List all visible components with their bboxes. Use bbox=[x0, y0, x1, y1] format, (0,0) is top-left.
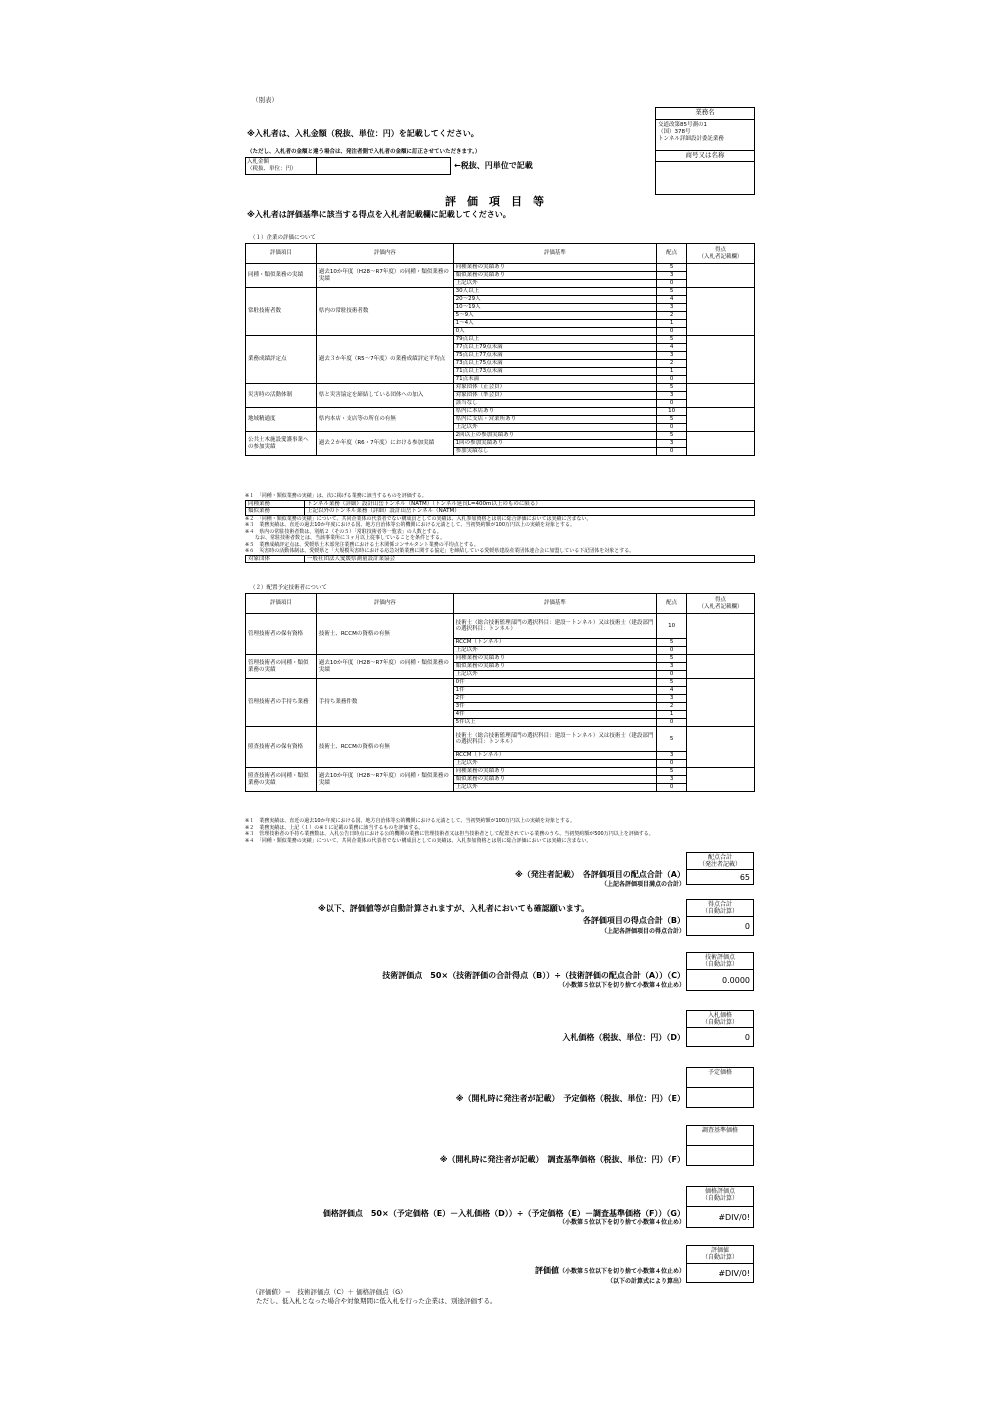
eval-item: 同種・類似業務の実績 bbox=[246, 264, 317, 288]
eval-criteria: 同種業務の実績あり bbox=[453, 768, 657, 776]
table-row bbox=[246, 408, 755, 416]
eval-points: 5 bbox=[657, 336, 687, 344]
summary-sub-g: （小数第５位以下を切り捨て小数第４位止め） bbox=[558, 1219, 685, 1226]
summary-value-g: #DIV/0! bbox=[686, 1206, 754, 1228]
bid-arrow-note: ←税抜、円単位で記載 bbox=[454, 161, 533, 170]
eval-points: 5 bbox=[657, 432, 687, 440]
definition-row bbox=[246, 500, 755, 508]
section2-heading: （２）配置予定技術者について bbox=[250, 585, 327, 591]
eval-points: 5 bbox=[657, 655, 687, 663]
definition-row bbox=[246, 508, 755, 516]
eval-points: 3 bbox=[657, 695, 687, 703]
project-name-line1: 交道改第85号測の1 bbox=[658, 122, 707, 128]
eval-points: 5 bbox=[657, 416, 687, 424]
bid-instruction: ※入札者は、入札金額（税抜、単位：円）を記載してください。 bbox=[247, 129, 479, 138]
summary-box-label-e: 予定価格 bbox=[686, 1067, 754, 1087]
eval-item: 管理技術者の手持ち業務 bbox=[246, 679, 317, 727]
target-org-value: 一般社団法人愛媛県測量設計業協会 bbox=[305, 555, 755, 563]
eval-points: 1 bbox=[657, 711, 687, 719]
engineer-eval-table bbox=[245, 593, 755, 792]
eval-points: 0 bbox=[657, 647, 687, 655]
company-name-field[interactable] bbox=[656, 162, 754, 192]
eval-points: 3 bbox=[657, 440, 687, 448]
bid-diff-note: （ただし、入札者の金額と違う場合は、発注者側で入札者の金額に訂正させていただきます。） bbox=[247, 149, 481, 155]
eval-points: 0 bbox=[657, 671, 687, 679]
table-row bbox=[246, 336, 755, 344]
eval-points: 0 bbox=[657, 760, 687, 768]
eval-points: 3 bbox=[657, 304, 687, 312]
bid-amount-input[interactable] bbox=[316, 158, 452, 174]
table-header bbox=[246, 244, 755, 264]
formula-line: （評価値）＝ 技術評価点（C）＋ 価格評価点（G） bbox=[252, 1288, 407, 1296]
eval-criteria: 該当なし bbox=[453, 400, 657, 408]
col-content: 評価内容 bbox=[316, 244, 453, 264]
col-points: 配点 bbox=[657, 594, 687, 614]
eval-points: 0 bbox=[657, 280, 687, 288]
eval-points: 4 bbox=[657, 687, 687, 695]
table-row bbox=[246, 264, 755, 272]
eval-points: 3 bbox=[657, 663, 687, 671]
target-org-label: 対象団体 bbox=[246, 555, 305, 563]
table-row bbox=[246, 679, 755, 687]
eval-points: 0 bbox=[657, 424, 687, 432]
eval-points: 0 bbox=[657, 376, 687, 384]
eval-points: 5 bbox=[657, 264, 687, 272]
definition-table bbox=[245, 500, 755, 516]
eval-criteria: RCCM（トンネル） bbox=[453, 639, 657, 647]
eval-criteria: 0人 bbox=[453, 328, 657, 336]
eval-content: 過去10か年度（H28～R7年度）の同種・類似業務の実績 bbox=[316, 264, 453, 288]
definition-value: トンネル業務（詳細）設計山岳トンネル（NATM）（トンネル延長L=400m以上のものに限る） bbox=[305, 500, 755, 508]
eval-criteria: 5件以上 bbox=[453, 719, 657, 727]
formula-note: ただし、低入札となった場合や対象期間に低入札を行った企業は、別途評価する。 bbox=[256, 1297, 497, 1305]
bid-amount-row bbox=[245, 157, 451, 175]
eval-content: 県と災害協定を締結している団体への加入 bbox=[316, 384, 453, 408]
eval-criteria: 10～19人 bbox=[453, 304, 657, 312]
table-row bbox=[246, 614, 755, 639]
summary-box-label-g: 価格評価点 （自動計算） bbox=[686, 1186, 754, 1206]
eval-criteria: 上記以外 bbox=[453, 760, 657, 768]
eval-criteria: 3件 bbox=[453, 703, 657, 711]
eval-points: 10 bbox=[657, 614, 687, 639]
table-row bbox=[246, 288, 755, 296]
score-input[interactable] bbox=[687, 655, 755, 679]
score-input[interactable] bbox=[687, 679, 755, 727]
summary-text-c: 技術評価点 50×（技術評価の合計得点（B））÷（技術評価の配点合計（A））（C） bbox=[382, 971, 685, 980]
eval-criteria: 対象団体（正会員） bbox=[453, 384, 657, 392]
summary-value-h: #DIV/0! bbox=[686, 1263, 754, 1283]
table-row bbox=[246, 655, 755, 663]
eval-points: 3 bbox=[657, 752, 687, 760]
page-title: 評 価 項 目 等 bbox=[445, 195, 544, 208]
summary-sub-c: （小数第５位以下を切り捨て小数第４位止め） bbox=[558, 982, 685, 989]
note-line: ※４ 「同種・類似業務の実績」について、共同企業体の代表者でない構成員としての実績は、入札参加資格とは別に総合評価においては実績に含まない。 bbox=[245, 837, 592, 844]
eval-criteria: 対象団体（準会員） bbox=[453, 392, 657, 400]
eval-points: 3 bbox=[657, 272, 687, 280]
attachment-label: （別表） bbox=[252, 96, 278, 104]
summary-box-label-b: 得点合計 （自動計算） bbox=[686, 899, 754, 916]
eval-points: 2 bbox=[657, 703, 687, 711]
eval-points: 3 bbox=[657, 776, 687, 784]
eval-item: 業務成績評定点 bbox=[246, 336, 317, 384]
eval-criteria: 上記以外 bbox=[453, 424, 657, 432]
eval-content: 県内本店・支店等の所在の有無 bbox=[316, 408, 453, 432]
eval-criteria: 0件 bbox=[453, 679, 657, 687]
note-line: ※３ 業務実績は、直近の過去10か年度における国、地方自治体等公的機関における元請として、当初契約額が100万円以上の実績を対象とする。 bbox=[245, 522, 576, 528]
project-name-label: 業務名 bbox=[656, 108, 754, 120]
eval-points: 2 bbox=[657, 360, 687, 368]
project-name-line2: （国）378号 bbox=[658, 129, 691, 135]
section2-notes bbox=[245, 818, 755, 844]
eval-points: 0 bbox=[657, 784, 687, 792]
score-input[interactable] bbox=[687, 384, 755, 408]
table-row bbox=[246, 768, 755, 776]
eval-criteria: 71点未満 bbox=[453, 376, 657, 384]
eval-criteria: 同種業務の実績あり bbox=[453, 655, 657, 663]
eval-criteria: 参加実績なし bbox=[453, 448, 657, 456]
eval-criteria: 30人以上 bbox=[453, 288, 657, 296]
summary-text-d: 入札価格（税抜、単位：円）（D） bbox=[562, 1033, 685, 1042]
eval-points: 3 bbox=[657, 392, 687, 400]
score-input[interactable] bbox=[687, 614, 755, 655]
eval-criteria: 5～9人 bbox=[453, 312, 657, 320]
eval-item: 地域精通度 bbox=[246, 408, 317, 432]
definition-key: 類似業務 bbox=[246, 508, 305, 516]
summary-value-d: 0 bbox=[686, 1027, 754, 1047]
eval-criteria: 県内に支店・営業所あり bbox=[453, 416, 657, 424]
col-score: 得点 （入札者記載欄） bbox=[687, 244, 755, 264]
eval-criteria: RCCM（トンネル） bbox=[453, 752, 657, 760]
section1-notes bbox=[245, 493, 755, 563]
eval-criteria: 類似業務の実績あり bbox=[453, 663, 657, 671]
table-row bbox=[246, 432, 755, 440]
eval-item: 常駐技術者数 bbox=[246, 288, 317, 336]
col-criteria: 評価基準 bbox=[453, 594, 657, 614]
section1-note1: ※１ 「同種・類似業務の実績」は、次に掲げる業務に該当するものを評価する。 bbox=[245, 493, 427, 499]
eval-item: 管理技術者の保有資格 bbox=[246, 614, 317, 655]
summary-value-e[interactable] bbox=[686, 1087, 754, 1108]
eval-criteria: 1～4人 bbox=[453, 320, 657, 328]
eval-criteria: 73点以上75点未満 bbox=[453, 360, 657, 368]
note-line: なお、常駐技術者数とは、当該事業所に３ヶ月以上従事していることを条件とする。 bbox=[245, 535, 446, 541]
col-item: 評価項目 bbox=[246, 244, 317, 264]
eval-criteria: 上記以外 bbox=[453, 280, 657, 288]
col-points: 配点 bbox=[657, 244, 687, 264]
eval-item: 照査技術者の保有資格 bbox=[246, 727, 317, 768]
summary-sub-h: （以下の計算式により算出） bbox=[606, 1278, 685, 1285]
eval-item: 照査技術者の同種・類似業務の実績 bbox=[246, 768, 317, 792]
summary-value-c: 0.0000 bbox=[686, 969, 754, 991]
definition-key: 同種業務 bbox=[246, 500, 305, 508]
eval-points: 5 bbox=[657, 639, 687, 647]
summary-text-a: ※（発注者記載） 各評価項目の配点合計（A） bbox=[515, 870, 685, 879]
summary-sub-a: （上記各評価項目満点の合計） bbox=[600, 881, 685, 888]
score-input[interactable] bbox=[687, 336, 755, 384]
eval-content: 手持ち業務件数 bbox=[316, 679, 453, 727]
score-input[interactable] bbox=[687, 432, 755, 456]
note-line: ※２ 業務実績は、上記（１）の※１に記載の業務に該当するものを評価する。 bbox=[245, 824, 424, 831]
note-line: ※５ 業務成績評定点は、愛媛県土木部発注業務における土木関係コンサルタント業務の平均点とする。 bbox=[245, 541, 479, 548]
summary-box-label-a: 配点合計 （発注者記載） bbox=[686, 852, 754, 869]
note-line: ※２ 「同種・類似業務の実績」について、共同企業体の代表者でない構成員としての実績は、入札参加資格とは別に総合評価においては実績に含まない。 bbox=[245, 515, 592, 522]
col-score: 得点 （入札者記載欄） bbox=[687, 594, 755, 614]
eval-points: 1 bbox=[657, 320, 687, 328]
eval-points: 5 bbox=[657, 679, 687, 687]
summary-box-label-h: 評価値 （自動計算） bbox=[686, 1245, 754, 1263]
eval-criteria: 上記以外 bbox=[453, 647, 657, 655]
eval-points: 0 bbox=[657, 328, 687, 336]
summary-text-b: 各評価項目の得点合計（B） bbox=[582, 916, 685, 925]
eval-instruction: ※入札者は評価基準に該当する得点を入札者記載欄に記載してください。 bbox=[247, 210, 511, 219]
eval-content: 技術士、RCCMの資格の有無 bbox=[316, 727, 453, 768]
bid-amount-label: 入札金額 （税抜、単位：円） bbox=[247, 159, 297, 172]
eval-criteria: 1件 bbox=[453, 687, 657, 695]
eval-item: 管理技術者の同種・類似業務の実績 bbox=[246, 655, 317, 679]
score-input[interactable] bbox=[687, 288, 755, 336]
eval-criteria: 技術士（総合技術監理部門の選択科目：建設－トンネル）又は技術士（建設部門の選択科目：トンネル） bbox=[453, 727, 657, 752]
eval-criteria: 上記以外 bbox=[453, 784, 657, 792]
eval-criteria: 類似業務の実績あり bbox=[453, 272, 657, 280]
eval-content: 県内の常駐技術者数 bbox=[316, 288, 453, 336]
eval-criteria: 2件 bbox=[453, 695, 657, 703]
auto-calc-note: ※以下、評価値等が自動計算されますが、入札者においても確認願います。 bbox=[318, 904, 590, 913]
note-line: ※４ 県内の常駐技術者数は、別紙２（その５）「常駐技術者等一覧表」の人数とする。 bbox=[245, 528, 442, 535]
summary-text-e: ※（開札時に発注者が記載） 予定価格（税抜、単位：円）（E） bbox=[455, 1094, 685, 1103]
col-criteria: 評価基準 bbox=[453, 244, 657, 264]
table-row bbox=[246, 384, 755, 392]
eval-points: 0 bbox=[657, 400, 687, 408]
eval-points: 1 bbox=[657, 368, 687, 376]
col-content: 評価内容 bbox=[316, 594, 453, 614]
eval-points: 4 bbox=[657, 344, 687, 352]
eval-criteria: 技術士（総合技術監理部門の選択科目：建設－トンネル）又は技術士（建設部門の選択科目：トンネル） bbox=[453, 614, 657, 639]
eval-points: 5 bbox=[657, 768, 687, 776]
note-line: ※１ 業務実績は、直近の過去10か年度における国、地方自治体等公的機関における元請として、当初契約額が100万円以上の実績を対象とする。 bbox=[245, 818, 576, 824]
eval-criteria: 77点以上79点未満 bbox=[453, 344, 657, 352]
eval-content: 過去３か年度（R5～7年度）の業務成績評定平均点 bbox=[316, 336, 453, 384]
summary-text-g: 価格評価点 50×（予定価格（E）－入札価格（D））÷（予定価格（E）－調査基準価格（F））（G） bbox=[322, 1209, 685, 1218]
eval-criteria: 県内に本店あり bbox=[453, 408, 657, 416]
summary-text-f: ※（開札時に発注者が記載） 調査基準価格（税抜、単位：円）（F） bbox=[439, 1155, 685, 1164]
eval-points: 2 bbox=[657, 312, 687, 320]
eval-criteria: 2回以上の参加実績あり bbox=[453, 432, 657, 440]
eval-criteria: 1回の参加実績あり bbox=[453, 440, 657, 448]
summary-box-label-c: 技術評価点 （自動計算） bbox=[686, 952, 754, 969]
summary-box-label-f: 調査基準価格 bbox=[686, 1125, 754, 1145]
section1-heading: （１）企業の評価について bbox=[250, 235, 316, 241]
eval-points: 0 bbox=[657, 448, 687, 456]
eval-points: 4 bbox=[657, 296, 687, 304]
table-row bbox=[246, 727, 755, 752]
target-org-table bbox=[245, 555, 755, 564]
summary-text-h: 評価値（小数第５位以下を切り捨て小数第４位止め） bbox=[534, 1266, 685, 1275]
eval-item: 公共土木施設愛護事業への参加実績 bbox=[246, 432, 317, 456]
summary-value-a[interactable]: 65 bbox=[686, 869, 754, 885]
score-input[interactable] bbox=[687, 264, 755, 288]
eval-points: 3 bbox=[657, 352, 687, 360]
note-line: ※３ 管理技術者の手持ち業務数は、入札公告日時点における公的機関の業務に管理技術者又は担当技術者として配置されている業務のうち、当初契約額が500万円以上を評価する。 bbox=[245, 831, 654, 837]
eval-points: 10 bbox=[657, 408, 687, 416]
eval-criteria: 4件 bbox=[453, 711, 657, 719]
eval-criteria: 79点以上 bbox=[453, 336, 657, 344]
company-name-label: 商号又は名称 bbox=[656, 150, 754, 162]
score-input[interactable] bbox=[687, 408, 755, 432]
col-item: 評価項目 bbox=[246, 594, 317, 614]
summary-sub-b: （上記各評価項目の得点合計） bbox=[600, 928, 685, 935]
eval-criteria: 類似業務の実績あり bbox=[453, 776, 657, 784]
company-eval-table bbox=[245, 243, 755, 456]
eval-content: 過去２か年度（R6・7年度）における参加実績 bbox=[316, 432, 453, 456]
eval-criteria: 同種業務の実績あり bbox=[453, 264, 657, 272]
eval-content: 過去10か年度（H28～R7年度）の同種・類似業務の実績 bbox=[316, 768, 453, 792]
project-name-line3: トンネル詳細設計委託業務 bbox=[658, 136, 724, 142]
eval-content: 過去10か年度（H28～R7年度）の同種・類似業務の実績 bbox=[316, 655, 453, 679]
eval-criteria: 上記以外 bbox=[453, 671, 657, 679]
score-input[interactable] bbox=[687, 727, 755, 768]
eval-criteria: 75点以上77点未満 bbox=[453, 352, 657, 360]
note-line: ※６ 災害時の活動体制は、愛媛県と「大規模災害時における応急対策業務に関する協定」を締結している愛媛県建設産業団体連合会に加盟している下記団体を対象とする。 bbox=[245, 548, 635, 554]
eval-criteria: 20～29人 bbox=[453, 296, 657, 304]
project-box bbox=[655, 107, 755, 195]
eval-item: 災害時の活動体制 bbox=[246, 384, 317, 408]
summary-value-b: 0 bbox=[686, 916, 754, 936]
eval-points: 5 bbox=[657, 288, 687, 296]
eval-content: 技術士、RCCMの資格の有無 bbox=[316, 614, 453, 655]
table-header bbox=[246, 594, 755, 614]
eval-points: 5 bbox=[657, 727, 687, 752]
eval-points: 0 bbox=[657, 719, 687, 727]
eval-criteria: 71点以上73点未満 bbox=[453, 368, 657, 376]
summary-value-f[interactable] bbox=[686, 1145, 754, 1166]
summary-box-label-d: 入札価格 （自動計算） bbox=[686, 1010, 754, 1027]
score-input[interactable] bbox=[687, 768, 755, 792]
eval-points: 5 bbox=[657, 384, 687, 392]
definition-value: 上記以外のトンネル業務（詳細）設計山岳トンネル（NATM） bbox=[305, 508, 755, 516]
